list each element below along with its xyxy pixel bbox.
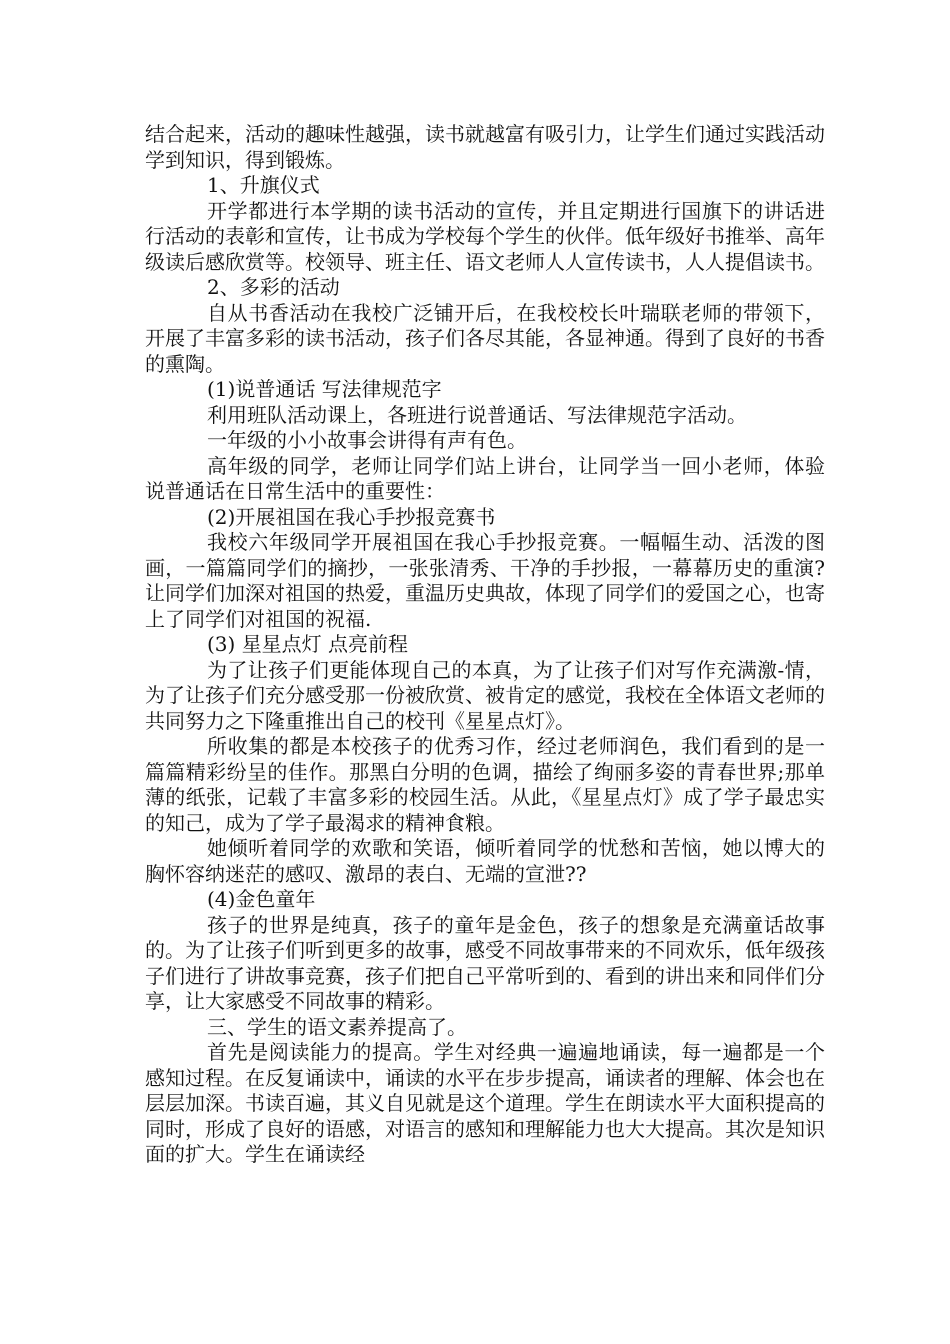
section-heading-flag-ceremony: 1、升旗仪式	[207, 173, 320, 197]
paragraph-stars-lamp-2: 所收集的都是本校孩子的优秀习作，经过老师润色，我们看到的是一篇篇精彩纷呈的佳作。那黑白分明的色调，描绘了绚丽多姿的青春世界;那单薄的纸张，记载了丰富多彩的校园生活。从此，《星星点灯》成了学子最忠实的知己，成为了学子最渴求的精神食粮。	[145, 734, 825, 835]
subheading-golden-childhood: (4)金色童年	[207, 887, 316, 911]
subheading-mandarin: (1)说普通话 写法律规范字	[207, 377, 442, 401]
paragraph-flag-ceremony: 开学都进行本学期的读书活动的宣传，并且定期进行国旗下的讲话进行活动的表彰和宣传，让书成为学校每个学生的伙伴。低年级好书推举、高年级读后感欣赏等。校领导、班主任、语文老师人人宣传读书，人人提倡读书。	[145, 198, 825, 274]
subheading-handwritten-newspaper: (2)开展祖国在我心手抄报竞赛书	[207, 504, 496, 529]
section-heading-activities: 2、多彩的活动	[207, 275, 340, 299]
paragraph-activities: 自从书香活动在我校广泛铺开后，在我校校长叶瑞联老师的带领下，开展了丰富多彩的读书活动，孩子们各尽其能，各显神通。得到了良好的书香的熏陶。	[145, 300, 825, 376]
paragraph-mandarin-3: 高年级的同学，老师让同学们站上讲台，让同学当一回小老师，体验说普通话在日常生活中的重要性：	[145, 453, 825, 503]
subheading-stars-lamp: (3) 星星点灯 点亮前程	[207, 632, 409, 656]
paragraph-literacy: 首先是阅读能力的提高。学生对经典一遍遍地诵读，每一遍都是一个感知过程。在反复诵读中，诵读的水平在步步提高，诵读者的理解、体会也在层层加深。书读百遍，其义自见就是这个道理。学生在朗读水平大面积提高的同时，形成了良好的语感，对语言的感知和理解能力也大大提高。其次是知识面的扩大。学生在诵读经	[145, 1040, 825, 1166]
paragraph-intro: 结合起来，活动的趣味性越强，读书就越富有吸引力，让学生们通过实践活动学到知识，得到锻炼。	[145, 122, 825, 172]
paragraph-stars-lamp-3: 她倾听着同学的欢歌和笑语，倾听着同学的忧愁和苦恼，她以博大的胸怀容纳迷茫的感叹、激昂的表白、无端的宣泄??	[145, 836, 825, 886]
document-body	[145, 122, 825, 1168]
paragraph-stars-lamp-1: 为了让孩子们更能体现自己的本真，为了让孩子们对写作充满激-情，为了让孩子们充分感受那一份被欣赏、被肯定的感觉，我校在全体语文老师的共同努力之下隆重推出自己的校刊《星星点灯》。	[145, 657, 825, 733]
paragraph-mandarin-1: 利用班队活动课上，各班进行说普通话、写法律规范字活动。	[207, 402, 747, 427]
paragraph-handwritten-newspaper: 我校六年级同学开展祖国在我心手抄报竞赛。一幅幅生动、活泼的图画，一篇篇同学们的摘抄，一张张清秀、干净的手抄报，一幕幕历史的重演?让同学们加深对祖国的热爱，重温历史典故，体现了同学们的爱国之心，也寄上了同学们对祖国的祝福.	[145, 530, 825, 631]
section-heading-literacy: 三、学生的语文素养提高了。	[207, 1014, 467, 1039]
paragraph-mandarin-2: 一年级的小小故事会讲得有声有色。	[207, 428, 527, 452]
paragraph-golden-childhood: 孩子的世界是纯真，孩子的童年是金色，孩子的想象是充满童话故事的。为了让孩子们听到更多的故事，感受不同故事带来的不同欢乐，低年级孩子们进行了讲故事竞赛，孩子们把自己平常听到的、看到的讲出来和同伴们分享，让大家感受不同故事的精彩。	[145, 912, 825, 1013]
